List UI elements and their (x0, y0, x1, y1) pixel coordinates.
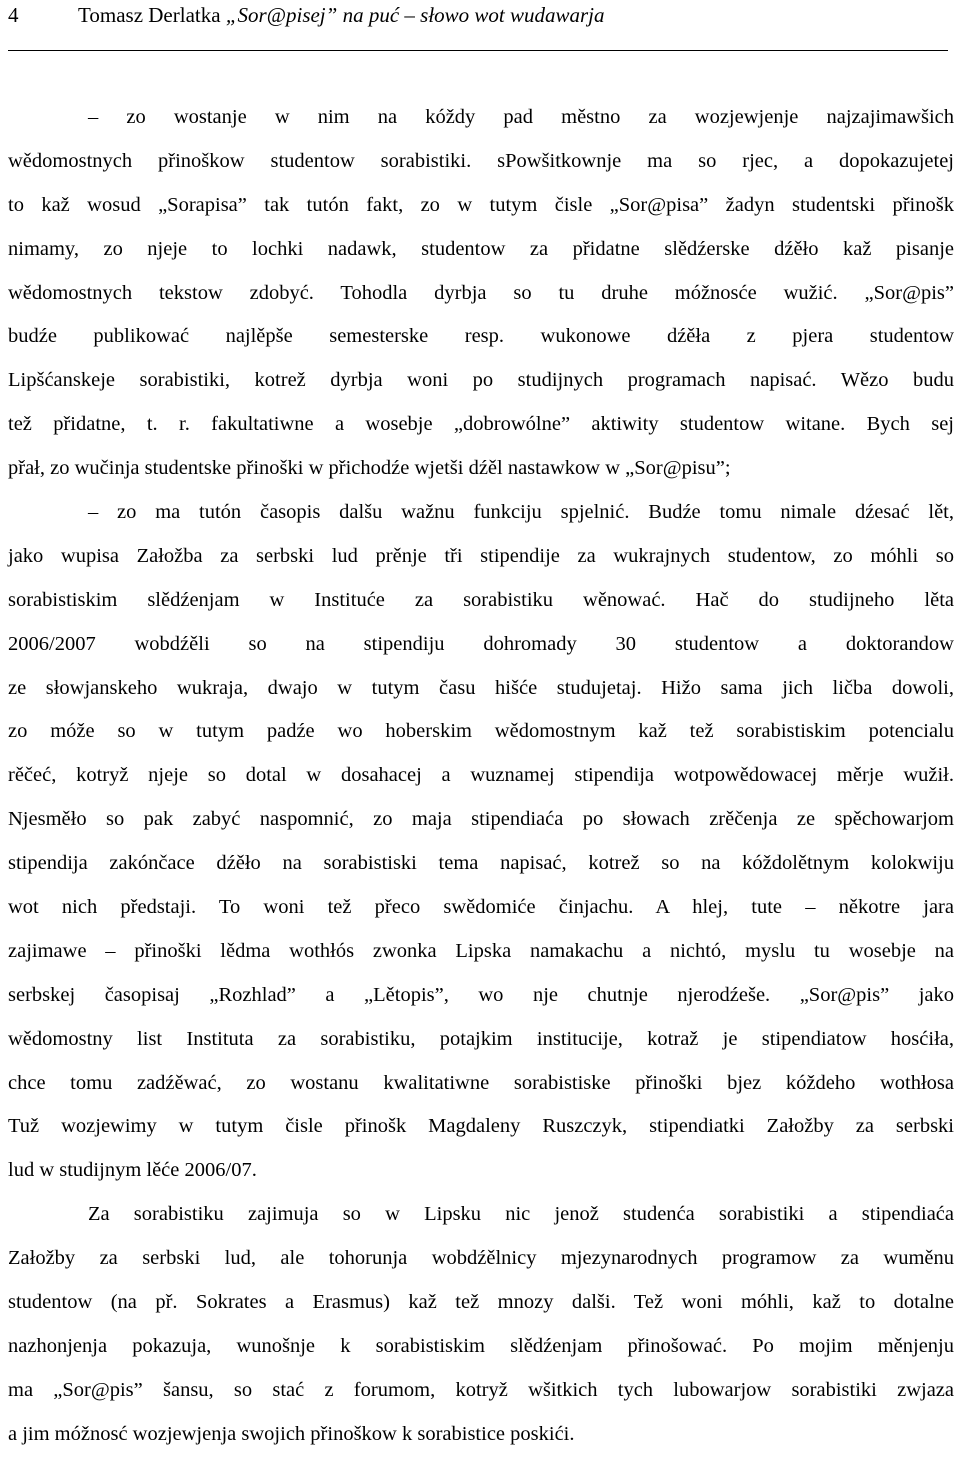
text-line: zo móže so w tutym padźe wo hoberskim wědomostnym kaž tež sorabistiskim potencialu (8, 720, 954, 743)
text-line: jako wupisa Załožba za serbski lud prěnje tři stipendije za wukrajnych studentow, zo móhli so (8, 544, 954, 567)
text-line: a jim móžnosć wozjewjenja swojich přinoškow k sorabistice poskići. (8, 1422, 575, 1445)
text-line: wědomostnych přinoškow studentow sorabistiki. sPowšitkownje ma so rjec, a dopokazujetej (8, 149, 954, 172)
paragraph (8, 1193, 954, 1456)
text-line: budźe publikować najlěpše semesterske resp. wukonowe dźěła z pjera studentow (8, 325, 954, 348)
text-line: tež přidatne, t. r. fakultatiwne a wosebje „dobrowólne” aktiwity studentow witane. Bych sej (8, 413, 954, 436)
text-line: nimamy, zo njeje to lochki nadawk, studentow za přidatne slědźerske dźěło kaž pisanje (8, 237, 954, 260)
text-line: serbskej časopisaj „Rozhlad” a „Lětopis”, wo nje chutnje njerodźeše. „Sor@pis” jako (8, 983, 954, 1006)
text-line: to kaž wosud „Sorapisa” tak tutón fakt, zo w tutym čisle „Sor@pisa” žadyn studentski přinošk (8, 193, 954, 216)
article-title: „Sor@pisej” na puć – słowo wot wudawarja (225, 3, 605, 27)
text-line: – zo ma tutón časopis dalšu wažnu funkciju spjelnić. Budźe tomu nimale dźesać lět, (88, 501, 954, 524)
text-line: studentow (na př. Sokrates a Erasmus) kaž tež mnozy dalši. Tež woni móhli, kaž to dotalne (8, 1291, 954, 1314)
text-line: Załožby za serbski lud, ale tohorunja wobdźělnicy mjezynarodnych programow za wuměnu (8, 1247, 954, 1270)
text-line: 2006/2007 wobdźěli so na stipendiju dohromady 30 studentow a doktorandow (8, 632, 954, 655)
text-line: chce tomu zadźěwać, zo wostanu kwalitatiwne sorabistiske přinoški bjez kóždeho wothłosa (8, 1071, 954, 1094)
text-line: ze słowjanskeho wukraja, dwajo w tutym času hišće studujetaj. Hižo sama jich ličba dowoli, (8, 676, 954, 699)
paragraph (8, 96, 954, 1193)
running-title (78, 2, 605, 28)
text-line: přał, zo wučinja studentske přinoški w přichodźe wjetši dźěl nastawkow w „Sor@pisu”; (8, 457, 731, 480)
text-line: Za sorabistiku zajimuja so w Lipsku nic jenož studenća sorabistiki a stipendiaća (88, 1203, 954, 1226)
running-header (8, 0, 948, 51)
text-line: zajimawe – přinoški lědma wothłós zwonka Lipska namakachu a nichtó, myslu tu wosebje na (8, 939, 954, 962)
text-line: Lipšćanskeje sorabistiki, kotrež dyrbja woni po studijnych programach napisać. Wězo budu (8, 369, 954, 392)
text-line: sorabistiskim slědźenjam w Instituće za sorabistiku wěnować. Hač do studijneho lěta (8, 588, 954, 611)
text-line: wědomostnych tekstow zdobyć. Tohodla dyrbja so tu druhe móžnosće wužić. „Sor@pis” (8, 281, 954, 304)
text-line: wot nich předstaji. To woni tež přeco swědomiće činjachu. A hlej, tute – někotre jara (8, 896, 954, 919)
text-line: nazhonjenja pokazuja, wunošnje k sorabistiskim slědźenjam přinošować. Po mojim měnjenju (8, 1334, 954, 1357)
text-line: Tuž wozjewimy w tutym čisle přinošk Magdaleny Ruszczyk, stipendiatki Załožby za serbski (8, 1115, 954, 1138)
page-number: 4 (8, 3, 19, 27)
text-line: lud w studijnym lěće 2006/07. (8, 1159, 257, 1182)
text-line: ma „Sor@pis” šansu, so stać z forumom, kotryž wšitkich tych lubowarjow sorabistiki zwjaza (8, 1378, 954, 1401)
text-line: – zo wostanje w nim na kóždy pad městno za wozjewjenje najzajimawšich (88, 106, 954, 128)
text-line: wědomostny list Instituta za sorabistiku, potajkim institucije, kotraž je stipendiatow hosćiła, (8, 1027, 954, 1050)
text-line: rěčeć, kotryž njeje so dotal w dosahacej a wuznamej stipendija wotpowědowacej měrje wužił. (8, 764, 954, 787)
article-body (8, 96, 954, 1457)
author-name: Tomasz Derlatka (78, 3, 221, 27)
text-line: stipendija zakónčace dźěło na sorabistiski tema napisać, kotrež so na kóždolětnym kolokwiju (8, 852, 954, 875)
text-line: Njesměło so pak zabyć naspomnić, zo maja stipendiaća po słowach zrěčenja ze spěchowarjom (8, 808, 954, 831)
